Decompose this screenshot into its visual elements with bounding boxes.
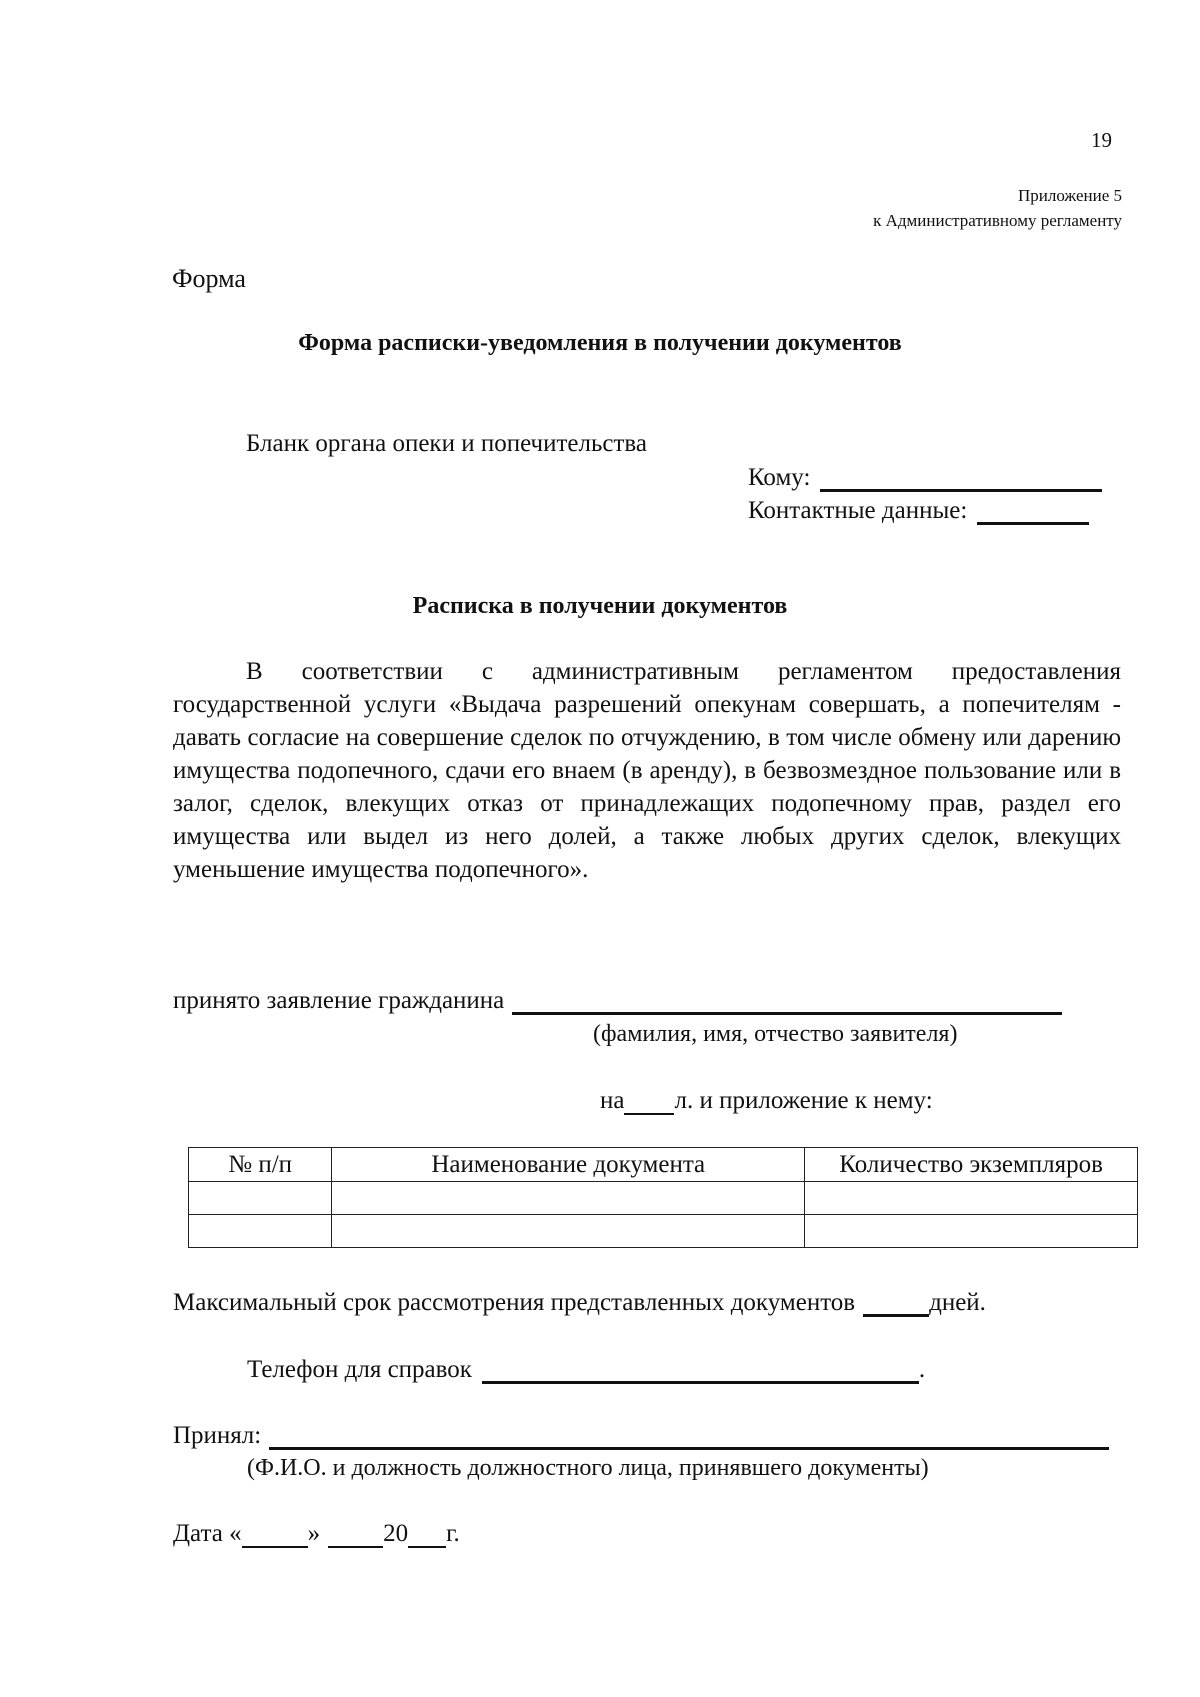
documents-table	[188, 1147, 1138, 1248]
table-header-row	[189, 1148, 1138, 1182]
receipt-title: Расписка в получении документов	[412, 593, 788, 619]
authority-blank-label: Бланк органа опеки и попечительства	[246, 430, 648, 457]
form-label: Форма	[172, 264, 246, 293]
table-row	[189, 1215, 1138, 1248]
phone-suffix: .	[918, 1356, 926, 1383]
deadline-days-field[interactable]	[863, 1290, 929, 1317]
appendix-line-2: к Административному регламенту	[873, 211, 1122, 230]
pages-suffix: л. и приложение к нему:	[674, 1087, 933, 1114]
table-cell[interactable]	[189, 1182, 332, 1215]
recipient-to-label: Кому:	[748, 464, 811, 491]
pages-row	[600, 1087, 933, 1115]
table-header-document-name: Наименование документа	[332, 1148, 805, 1182]
recipient-contact-field[interactable]	[977, 498, 1089, 525]
pages-prefix: на	[600, 1087, 625, 1114]
body-paragraph: В соответствии с административным регламентом предоставления государственной услуги «Выдача разрешений опекунам совершать, а попечителям - давать согласие на совершение сделок по отчуждению, в том числе обмену или дарению имущества подопечного, сдачи его внаем (в аренду), в безвозмездное пользование или в залог, сделок, влекущих отказ от принадлежащих подопечному прав, раздел его имущества или выдел из него долей, а также любых других сделок, влекущих уменьшение имущества подопечного».	[173, 658, 1121, 883]
applicant-row	[173, 987, 1062, 1015]
phone-label: Телефон для справок	[247, 1356, 472, 1383]
applicant-label: принято заявление гражданина	[173, 987, 505, 1014]
table-cell[interactable]	[189, 1215, 332, 1248]
applicant-name-field[interactable]	[512, 988, 1062, 1015]
table-header-copies: Количество экземпляров	[805, 1148, 1138, 1182]
main-title: Форма расписки-уведомления в получении документов	[298, 330, 902, 356]
recipient-contact-label: Контактные данные:	[748, 497, 968, 524]
pages-count-field[interactable]	[624, 1089, 674, 1115]
phone-row	[247, 1356, 925, 1384]
phone-field[interactable]	[482, 1357, 919, 1384]
page-number: 19	[1091, 128, 1112, 152]
table-cell[interactable]	[332, 1215, 805, 1248]
date-year-field[interactable]	[408, 1522, 446, 1548]
date-year-prefix: 20	[383, 1520, 409, 1547]
recipient-to-field[interactable]	[820, 465, 1102, 492]
accepted-label: Принял:	[173, 1422, 262, 1449]
accepted-official-field[interactable]	[269, 1423, 1109, 1450]
recipient-contact-row	[748, 497, 1089, 525]
date-label: Дата «	[173, 1520, 242, 1547]
appendix-reference	[873, 183, 1122, 233]
date-month-field[interactable]	[328, 1522, 383, 1548]
table-cell[interactable]	[805, 1215, 1138, 1248]
deadline-row	[173, 1289, 986, 1317]
deadline-label: Максимальный срок рассмотрения представленных документов	[173, 1289, 856, 1316]
appendix-line-1: Приложение 5	[1018, 186, 1122, 205]
applicant-hint: (фамилия, имя, отчество заявителя)	[593, 1021, 958, 1047]
deadline-suffix: дней.	[929, 1289, 986, 1316]
accepted-hint: (Ф.И.О. и должность должностного лица, принявшего документы)	[247, 1455, 929, 1481]
date-day-field[interactable]	[242, 1522, 308, 1548]
table-header-number: № п/п	[189, 1148, 332, 1182]
date-close-quote: »	[307, 1520, 321, 1547]
table-cell[interactable]	[332, 1182, 805, 1215]
accepted-row	[173, 1422, 1109, 1450]
table-row	[189, 1182, 1138, 1215]
date-year-suffix: г.	[446, 1520, 460, 1547]
table-cell[interactable]	[805, 1182, 1138, 1215]
recipient-to-row	[748, 464, 1102, 492]
date-row	[173, 1520, 460, 1548]
body-paragraph-block	[173, 655, 1121, 886]
